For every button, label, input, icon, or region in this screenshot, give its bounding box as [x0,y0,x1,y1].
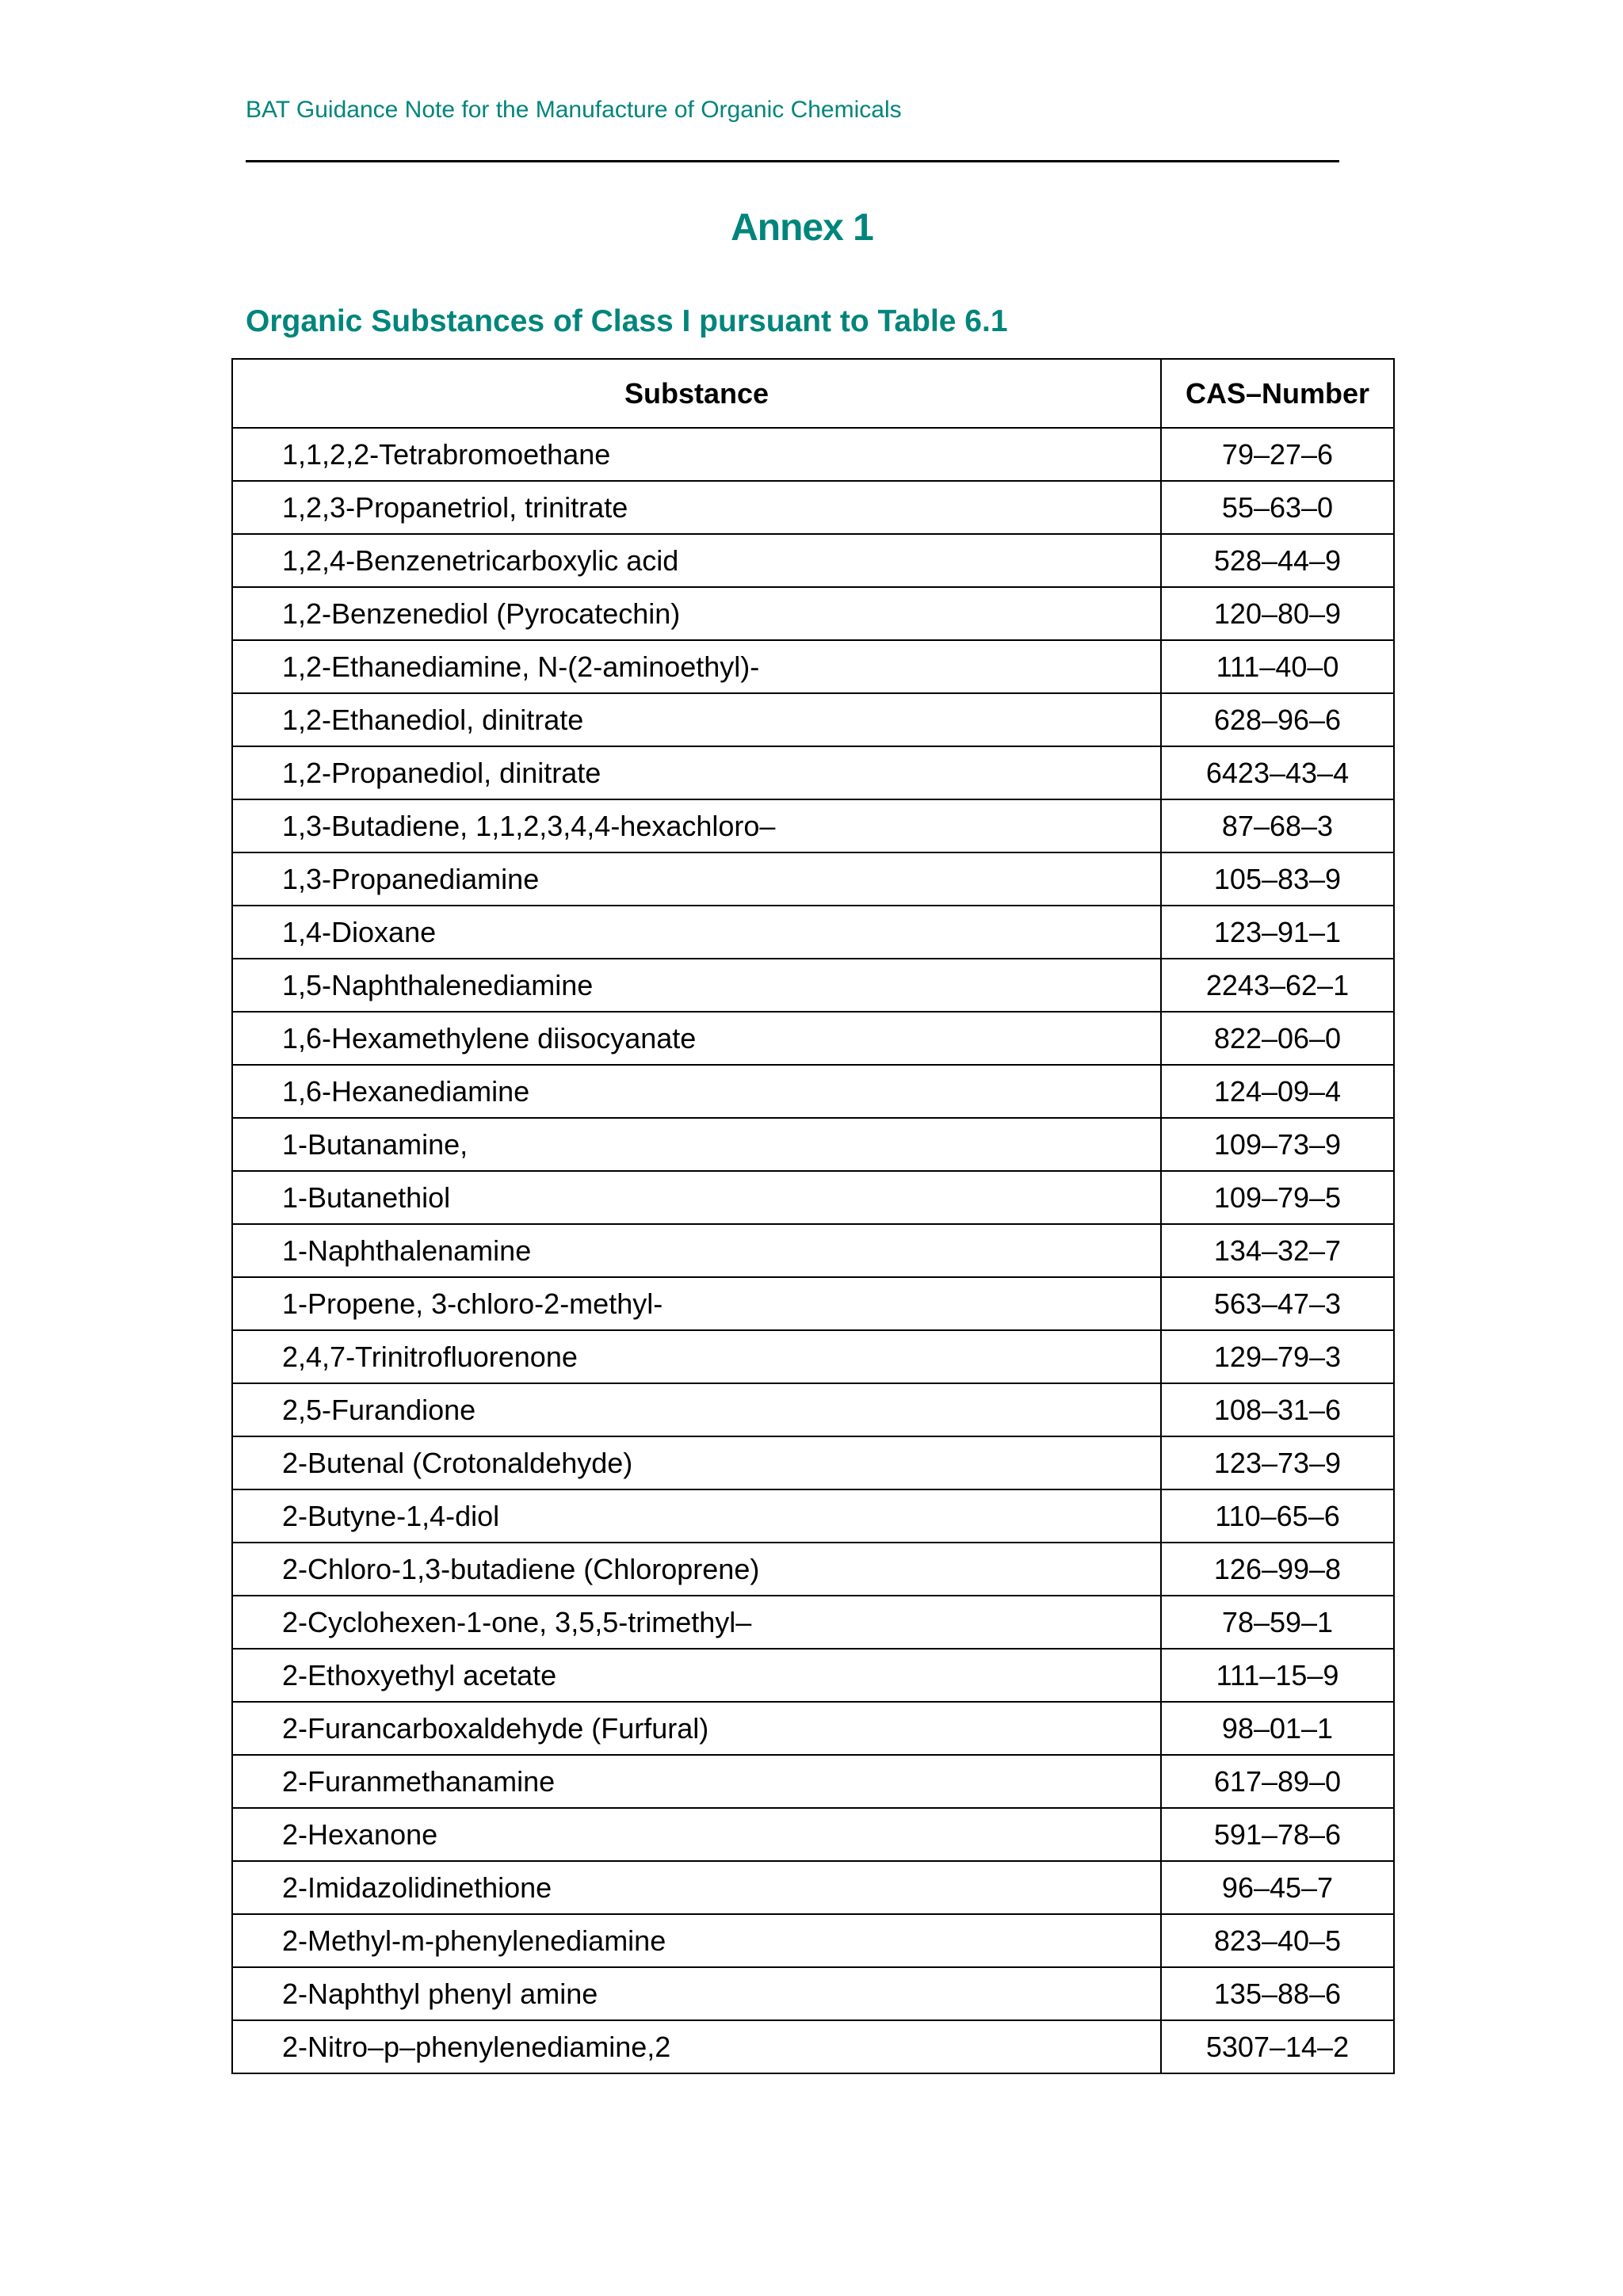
cas-number-cell: 79–27–6 [1161,428,1394,481]
cas-number-cell: 109–79–5 [1161,1171,1394,1224]
table-header-row [232,359,1394,428]
cas-number-cell: 111–15–9 [1161,1649,1394,1702]
table-row [232,1808,1394,1861]
substance-cell: 1-Butanamine, [232,1118,1161,1171]
cas-number-cell: 110–65–6 [1161,1489,1394,1543]
cas-number-cell: 129–79–3 [1161,1330,1394,1383]
substance-cell: 1,2-Ethanediol, dinitrate [232,693,1161,746]
substance-cell: 2,5-Furandione [232,1383,1161,1436]
table-row [232,1489,1394,1543]
table-row [232,959,1394,1012]
table-row [232,534,1394,587]
table-row [232,1171,1394,1224]
cas-number-cell: 5307–14–2 [1161,2020,1394,2073]
substance-cell: 1-Butanethiol [232,1171,1161,1224]
substance-cell: 1,5-Naphthalenediamine [232,959,1161,1012]
table-row [232,640,1394,693]
table-row [232,693,1394,746]
substance-cell: 1,3-Butadiene, 1,1,2,3,4,4-hexachloro– [232,799,1161,852]
annex-title: Annex 1 [731,207,873,249]
cas-number-cell: 6423–43–4 [1161,746,1394,799]
cas-number-cell: 528–44–9 [1161,534,1394,587]
cas-number-cell: 105–83–9 [1161,852,1394,906]
table-row [232,1649,1394,1702]
running-header: BAT Guidance Note for the Manufacture of Organic Chemicals [246,97,902,123]
substance-cell: 1,2,3-Propanetriol, trinitrate [232,481,1161,534]
table-row [232,906,1394,959]
cas-number-cell: 2243–62–1 [1161,959,1394,1012]
table-row [232,746,1394,799]
column-header-cas-number: CAS–Number [1161,359,1394,428]
substance-cell: 1,2-Propanediol, dinitrate [232,746,1161,799]
substance-cell: 2-Ethoxyethyl acetate [232,1649,1161,1702]
table-row [232,1012,1394,1065]
substance-cell: 1,3-Propanediamine [232,852,1161,906]
substance-cell: 2-Butyne-1,4-diol [232,1489,1161,1543]
cas-number-cell: 134–32–7 [1161,1224,1394,1277]
substance-cell: 1-Propene, 3-chloro-2-methyl- [232,1277,1161,1330]
table-row [232,1967,1394,2020]
cas-number-cell: 563–47–3 [1161,1277,1394,1330]
cas-number-cell: 111–40–0 [1161,640,1394,693]
substance-cell: 1,2-Benzenediol (Pyrocatechin) [232,587,1161,640]
table-row [232,1436,1394,1489]
section-heading: Organic Substances of Class I pursuant to Table 6.1 [246,304,1008,338]
table-row [232,1914,1394,1967]
cas-number-cell: 55–63–0 [1161,481,1394,534]
substances-table [231,358,1395,2074]
substance-cell: 2-Methyl-m-phenylenediamine [232,1914,1161,1967]
table-row [232,1065,1394,1118]
table-body [232,428,1394,2073]
header-divider [246,160,1339,162]
table-row [232,1330,1394,1383]
cas-number-cell: 124–09–4 [1161,1065,1394,1118]
table-row [232,1596,1394,1649]
substance-cell: 1,4-Dioxane [232,906,1161,959]
cas-number-cell: 87–68–3 [1161,799,1394,852]
table-row [232,1118,1394,1171]
cas-number-cell: 628–96–6 [1161,693,1394,746]
substance-cell: 1,1,2,2-Tetrabromoethane [232,428,1161,481]
cas-number-cell: 591–78–6 [1161,1808,1394,1861]
substance-cell: 1,6-Hexamethylene diisocyanate [232,1012,1161,1065]
substance-cell: 1,2-Ethanediamine, N-(2-aminoethyl)- [232,640,1161,693]
cas-number-cell: 108–31–6 [1161,1383,1394,1436]
table-row [232,2020,1394,2073]
substance-cell: 2-Imidazolidinethione [232,1861,1161,1914]
substance-cell: 2-Butenal (Crotonaldehyde) [232,1436,1161,1489]
cas-number-cell: 123–73–9 [1161,1436,1394,1489]
cas-number-cell: 96–45–7 [1161,1861,1394,1914]
cas-number-cell: 123–91–1 [1161,906,1394,959]
cas-number-cell: 823–40–5 [1161,1914,1394,1967]
cas-number-cell: 617–89–0 [1161,1755,1394,1808]
table-row [232,1543,1394,1596]
cas-number-cell: 78–59–1 [1161,1596,1394,1649]
substance-cell: 2,4,7-Trinitrofluorenone [232,1330,1161,1383]
table-row [232,1755,1394,1808]
table-row [232,481,1394,534]
table-row [232,852,1394,906]
substance-cell: 2-Cyclohexen-1-one, 3,5,5-trimethyl– [232,1596,1161,1649]
substance-cell: 1-Naphthalenamine [232,1224,1161,1277]
table-row [232,428,1394,481]
substance-cell: 2-Chloro-1,3-butadiene (Chloroprene) [232,1543,1161,1596]
table-row [232,1702,1394,1755]
substance-cell: 2-Furanmethanamine [232,1755,1161,1808]
substance-cell: 1,2,4-Benzenetricarboxylic acid [232,534,1161,587]
cas-number-cell: 135–88–6 [1161,1967,1394,2020]
substance-cell: 2-Nitro–p–phenylenediamine,2 [232,2020,1161,2073]
table-row [232,1383,1394,1436]
cas-number-cell: 126–99–8 [1161,1543,1394,1596]
cas-number-cell: 98–01–1 [1161,1702,1394,1755]
table-row [232,1861,1394,1914]
substance-cell: 1,6-Hexanediamine [232,1065,1161,1118]
cas-number-cell: 822–06–0 [1161,1012,1394,1065]
table-row [232,587,1394,640]
column-header-substance: Substance [232,359,1161,428]
cas-number-cell: 120–80–9 [1161,587,1394,640]
substance-cell: 2-Furancarboxaldehyde (Furfural) [232,1702,1161,1755]
table-row [232,1277,1394,1330]
substance-cell: 2-Hexanone [232,1808,1161,1861]
cas-number-cell: 109–73–9 [1161,1118,1394,1171]
table-row [232,1224,1394,1277]
table-row [232,799,1394,852]
substance-cell: 2-Naphthyl phenyl amine [232,1967,1161,2020]
